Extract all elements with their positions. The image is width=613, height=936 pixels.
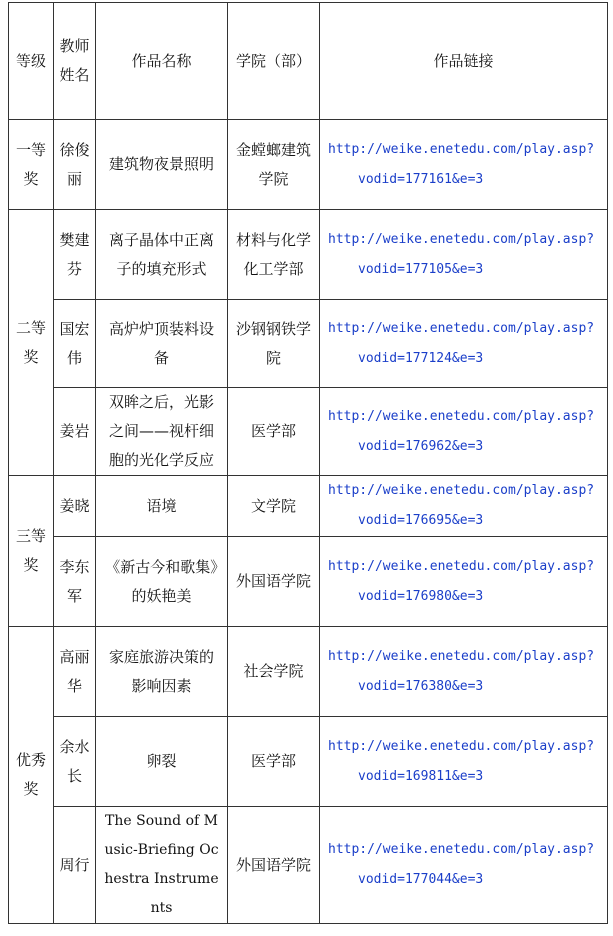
- table-row: [9, 717, 608, 807]
- work-link[interactable]: [320, 300, 608, 388]
- level-excellence-prize: 优秀奖: [9, 627, 54, 924]
- work-link-line2[interactable]: vodid=176962&e=3: [358, 438, 484, 454]
- work-title: 《新古今和歌集》的妖艳美: [96, 537, 228, 627]
- work-link-line1[interactable]: http://weike.enetedu.com/play.asp?: [328, 231, 595, 247]
- header-level: 等级: [9, 3, 54, 120]
- table-row: [9, 807, 608, 924]
- teacher-name: 李东军: [54, 537, 96, 627]
- work-link[interactable]: [320, 120, 608, 210]
- work-link[interactable]: [320, 476, 608, 537]
- table-row: [9, 476, 608, 537]
- college-name: 医学部: [228, 717, 320, 807]
- work-link-line2[interactable]: vodid=177044&e=3: [358, 872, 484, 887]
- teacher-name: 樊建芬: [54, 210, 96, 300]
- teacher-name: 周行: [54, 807, 96, 924]
- work-title: 语境: [96, 476, 228, 537]
- work-link-line1[interactable]: http://weike.enetedu.com/play.asp?: [328, 408, 595, 424]
- teacher-name: 徐俊丽: [54, 120, 96, 210]
- college-name: 材料与化学化工学部: [228, 210, 320, 300]
- work-link-line1[interactable]: http://weike.enetedu.com/play.asp?: [328, 842, 595, 857]
- work-title: 双眸之后，光影之间——视杆细胞的光化学反应: [96, 388, 228, 476]
- teacher-name: 国宏伟: [54, 300, 96, 388]
- header-college: 学院（部）: [228, 3, 320, 120]
- table-row: [9, 300, 608, 388]
- work-link-line1[interactable]: http://weike.enetedu.com/play.asp?: [328, 738, 595, 754]
- table-header-row: [9, 3, 608, 120]
- work-title: 离子晶体中正离子的填充形式: [96, 210, 228, 300]
- work-link-line2[interactable]: vodid=176695&e=3: [358, 513, 484, 528]
- work-link[interactable]: [320, 627, 608, 717]
- teacher-name: 姜晓: [54, 476, 96, 537]
- award-table: [8, 2, 608, 924]
- work-link-line1[interactable]: http://weike.enetedu.com/play.asp?: [328, 483, 595, 498]
- work-link-line2[interactable]: vodid=169811&e=3: [358, 768, 484, 784]
- work-link-line1[interactable]: http://weike.enetedu.com/play.asp?: [328, 558, 595, 574]
- teacher-name: 余水长: [54, 717, 96, 807]
- work-link-line1[interactable]: http://weike.enetedu.com/play.asp?: [328, 648, 595, 664]
- work-link[interactable]: [320, 537, 608, 627]
- work-link[interactable]: [320, 210, 608, 300]
- work-link-line2[interactable]: vodid=177161&e=3: [358, 171, 484, 187]
- work-link-line2[interactable]: vodid=176980&e=3: [358, 588, 484, 604]
- level-third-prize: 三等奖: [9, 476, 54, 627]
- table-row: [9, 120, 608, 210]
- college-name: 社会学院: [228, 627, 320, 717]
- header-teacher: 教师姓名: [54, 3, 96, 120]
- work-link[interactable]: [320, 717, 608, 807]
- work-title: 建筑物夜景照明: [96, 120, 228, 210]
- college-name: 外国语学院: [228, 807, 320, 924]
- work-link-line2[interactable]: vodid=177124&e=3: [358, 350, 484, 366]
- header-link: 作品链接: [320, 3, 608, 120]
- work-link-line1[interactable]: http://weike.enetedu.com/play.asp?: [328, 141, 595, 157]
- work-link-line2[interactable]: vodid=177105&e=3: [358, 261, 484, 277]
- college-name: 金螳螂建筑学院: [228, 120, 320, 210]
- work-link-line2[interactable]: vodid=176380&e=3: [358, 678, 484, 694]
- table-row: [9, 537, 608, 627]
- level-first-prize: 一等奖: [9, 120, 54, 210]
- college-name: 医学部: [228, 388, 320, 476]
- teacher-name: 姜岩: [54, 388, 96, 476]
- header-title: 作品名称: [96, 3, 228, 120]
- work-title: 家庭旅游决策的影响因素: [96, 627, 228, 717]
- work-link-line1[interactable]: http://weike.enetedu.com/play.asp?: [328, 320, 595, 336]
- work-link[interactable]: [320, 388, 608, 476]
- level-second-prize: 二等奖: [9, 210, 54, 476]
- teacher-name: 高丽华: [54, 627, 96, 717]
- college-name: 外国语学院: [228, 537, 320, 627]
- table-row: [9, 627, 608, 717]
- work-title: 高炉炉顶装料设备: [96, 300, 228, 388]
- work-title: 卵裂: [96, 717, 228, 807]
- work-link[interactable]: [320, 807, 608, 924]
- table-row: [9, 388, 608, 476]
- table-row: [9, 210, 608, 300]
- college-name: 文学院: [228, 476, 320, 537]
- college-name: 沙钢钢铁学院: [228, 300, 320, 388]
- work-title: The Sound of Music-Briefing Ochestra Instruments: [96, 807, 228, 924]
